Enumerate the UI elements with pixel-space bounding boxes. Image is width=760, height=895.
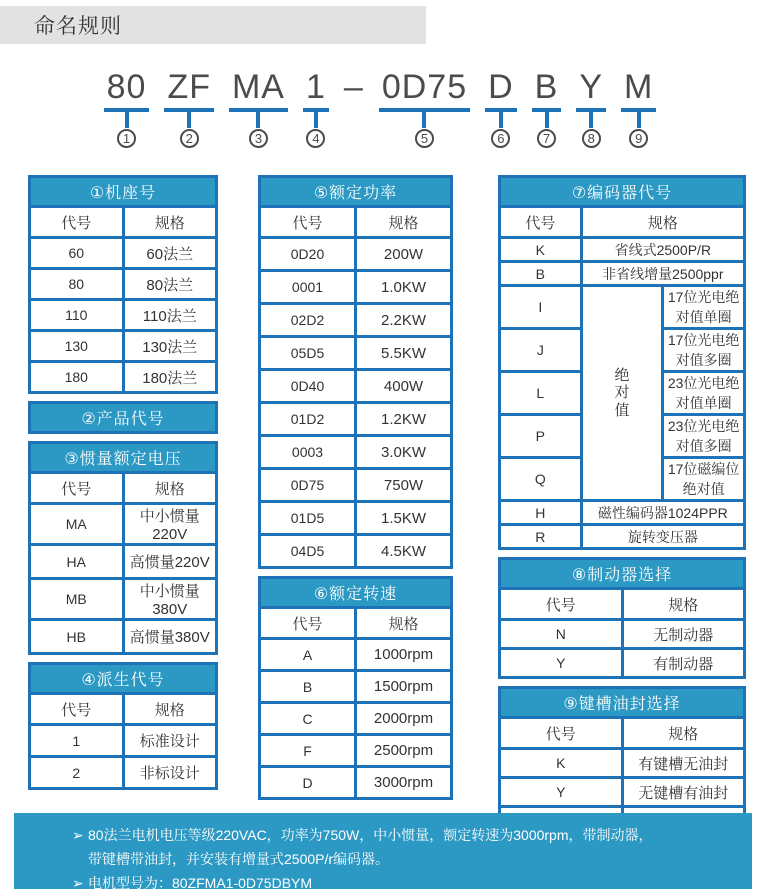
code-header: 代号 — [500, 718, 623, 749]
model-segment-text: 80 — [106, 68, 147, 106]
model-segment-text: Y — [579, 68, 604, 106]
code-cell: L — [500, 372, 582, 415]
code-cell: 130 — [30, 331, 124, 362]
note-line — [72, 847, 734, 871]
table-row — [260, 639, 452, 671]
section-band-row — [500, 688, 745, 718]
spec-cell: 2.2KW — [356, 304, 452, 337]
page-title: 命名规则 — [34, 15, 122, 38]
segment-connector-line — [589, 112, 593, 128]
code-cell: J — [500, 329, 582, 372]
section-voltage — [28, 441, 218, 655]
tables-column-middle — [258, 175, 453, 807]
model-segment — [576, 70, 606, 148]
code-cell: 0D20 — [260, 238, 356, 271]
table-row — [260, 469, 452, 502]
table-row — [260, 238, 452, 271]
spec-cell: 省线式2500P/R — [581, 238, 744, 262]
spec-header: 规格 — [622, 589, 745, 620]
table-row — [500, 238, 745, 262]
code-cell: 110 — [30, 300, 124, 331]
code-header: 代号 — [30, 694, 124, 725]
section-table-power — [258, 175, 453, 569]
table-row — [30, 725, 217, 757]
model-segment — [485, 70, 517, 148]
model-number-diagram — [0, 70, 760, 148]
code-cell: H — [500, 501, 582, 525]
spec-cell: 17位光电绝对值单圈 — [663, 286, 745, 329]
table-row — [260, 735, 452, 767]
section-title: ⑥额定转速 — [260, 578, 452, 608]
spec-header: 规格 — [581, 207, 744, 238]
spec-cell: 有制动器 — [622, 649, 745, 678]
table-row — [500, 525, 745, 549]
table-row — [30, 300, 217, 331]
model-segment — [621, 70, 656, 148]
code-cell: MA — [30, 504, 124, 545]
code-cell: 0D75 — [260, 469, 356, 502]
spec-cell: 中小惯量220V — [123, 504, 217, 545]
spec-cell: 高惯量220V — [123, 545, 217, 579]
code-cell: K — [500, 238, 582, 262]
table-row — [260, 535, 452, 568]
code-cell: 0D40 — [260, 370, 356, 403]
group-label-char: 对 — [614, 384, 630, 402]
code-header: 代号 — [500, 589, 623, 620]
code-cell: 1 — [30, 725, 124, 757]
model-segment — [164, 70, 214, 148]
table-row — [260, 767, 452, 799]
section-title: ④派生代号 — [30, 664, 217, 694]
section-band-row — [30, 664, 217, 694]
spec-cell: 非省线增量2500ppr — [581, 262, 744, 286]
segment-connector-line — [545, 112, 549, 128]
section-table-frame — [28, 175, 218, 394]
table-row — [500, 262, 745, 286]
section-power — [258, 175, 453, 569]
spec-cell: 5.5KW — [356, 337, 452, 370]
section-product — [28, 401, 218, 434]
table-row — [500, 286, 745, 329]
table-row — [260, 271, 452, 304]
note-line — [72, 871, 734, 895]
model-segment — [303, 70, 329, 148]
note-text: 80法兰电机电压等级220VAC，功率为750W，中小惯量，额定转速为3000rpm，带制动器， — [88, 827, 653, 843]
section-derive — [28, 662, 218, 790]
spec-cell: 23位光电绝对值单圈 — [663, 372, 745, 415]
group-label-char: 绝 — [614, 367, 630, 385]
segment-connector-line — [637, 112, 641, 128]
model-segment-text: B — [534, 68, 559, 106]
note-text: 带键槽带油封，并安装有增量式2500P/r编码器。 — [88, 851, 390, 868]
spec-cell: 旋转变压器 — [581, 525, 744, 549]
model-dash: – — [343, 68, 364, 106]
spec-cell: 1.2KW — [356, 403, 452, 436]
code-cell: Y — [500, 778, 623, 807]
section-band-row — [260, 177, 452, 207]
note-text: 电机型号为：80ZFMA1-0D75DBYM — [88, 875, 313, 892]
spec-cell: 2500rpm — [356, 735, 452, 767]
segment-number-badge: 2 — [180, 129, 199, 148]
table-row — [260, 703, 452, 735]
table-row — [260, 304, 452, 337]
section-speed — [258, 576, 453, 800]
note-bullet-icon: ➢ — [72, 875, 84, 892]
segment-number-badge: 3 — [249, 129, 268, 148]
code-cell: HA — [30, 545, 124, 579]
spec-cell: 3000rpm — [356, 767, 452, 799]
segment-connector-line — [256, 112, 260, 128]
spec-cell: 非标设计 — [123, 757, 217, 789]
spec-cell: 17位磁编位绝对值 — [663, 458, 745, 501]
section-title: ⑦编码器代号 — [500, 177, 745, 207]
example-note-band — [14, 813, 752, 892]
column-header-row — [500, 589, 745, 620]
section-brake — [498, 557, 746, 679]
segment-connector-line — [187, 112, 191, 128]
segment-number-badge: 5 — [415, 129, 434, 148]
code-cell: 0001 — [260, 271, 356, 304]
code-cell: 80 — [30, 269, 124, 300]
code-cell: 05D5 — [260, 337, 356, 370]
spec-cell: 180法兰 — [123, 362, 217, 393]
note-line — [72, 823, 734, 847]
table-row — [260, 671, 452, 703]
spec-cell: 1.0KW — [356, 271, 452, 304]
code-cell: N — [500, 620, 623, 649]
code-header: 代号 — [30, 207, 124, 238]
segment-connector-line — [499, 112, 503, 128]
section-title: ⑤额定功率 — [260, 177, 452, 207]
model-segment-text: D — [488, 68, 514, 106]
code-header: 代号 — [500, 207, 582, 238]
column-header-row — [30, 694, 217, 725]
column-header-row — [30, 473, 217, 504]
code-header: 代号 — [260, 207, 356, 238]
table-row — [30, 620, 217, 654]
code-cell: C — [260, 703, 356, 735]
segment-connector-line — [422, 112, 426, 128]
table-row — [260, 436, 452, 469]
table-row — [500, 649, 745, 678]
table-row — [30, 238, 217, 269]
section-table-brake — [498, 557, 746, 679]
section-title: ③惯量额定电压 — [30, 443, 217, 473]
model-segment — [229, 70, 288, 148]
spec-cell: 200W — [356, 238, 452, 271]
code-cell: A — [260, 639, 356, 671]
spec-cell: 750W — [356, 469, 452, 502]
model-segment-text: MA — [231, 68, 285, 106]
model-segment — [379, 70, 470, 148]
model-segment-text: M — [624, 68, 654, 106]
section-frame — [28, 175, 218, 394]
page-title-band — [0, 6, 426, 44]
note-bullet-icon: ➢ — [72, 827, 84, 843]
table-row — [260, 403, 452, 436]
section-table-derive — [28, 662, 218, 790]
code-cell: B — [500, 262, 582, 286]
segment-number-badge: 1 — [117, 129, 136, 148]
group-label-cell — [581, 286, 663, 501]
model-dash-segment — [344, 70, 364, 104]
table-row — [30, 362, 217, 393]
spec-cell: 400W — [356, 370, 452, 403]
table-row — [260, 502, 452, 535]
table-row — [30, 579, 217, 620]
section-table-voltage — [28, 441, 218, 655]
code-cell: Q — [500, 458, 582, 501]
model-segment — [104, 70, 150, 148]
table-row — [500, 620, 745, 649]
segment-number-badge: 6 — [491, 129, 510, 148]
segment-number-badge: 9 — [629, 129, 648, 148]
spec-cell: 130法兰 — [123, 331, 217, 362]
section-band-row — [260, 578, 452, 608]
spec-header: 规格 — [123, 694, 217, 725]
model-segment-text: ZF — [167, 68, 211, 106]
code-cell: 04D5 — [260, 535, 356, 568]
spec-cell: 无制动器 — [622, 620, 745, 649]
spec-cell: 60法兰 — [123, 238, 217, 269]
column-header-row — [260, 207, 452, 238]
spec-cell: 1000rpm — [356, 639, 452, 671]
segment-number-badge: 8 — [582, 129, 601, 148]
column-header-row — [500, 718, 745, 749]
table-row — [30, 504, 217, 545]
code-cell: Y — [500, 649, 623, 678]
section-title: ⑧制动器选择 — [500, 559, 745, 589]
spec-cell: 高惯量380V — [123, 620, 217, 654]
spec-cell: 4.5KW — [356, 535, 452, 568]
section-title: ②产品代号 — [30, 403, 217, 433]
code-cell: 0003 — [260, 436, 356, 469]
spec-cell: 3.0KW — [356, 436, 452, 469]
column-header-row — [260, 608, 452, 639]
code-header: 代号 — [30, 473, 124, 504]
segment-number-badge: 4 — [306, 129, 325, 148]
code-cell: B — [260, 671, 356, 703]
model-segment — [532, 70, 562, 148]
spec-cell: 1500rpm — [356, 671, 452, 703]
code-cell: 180 — [30, 362, 124, 393]
spec-cell: 标准设计 — [123, 725, 217, 757]
segment-connector-line — [125, 112, 129, 128]
table-row — [30, 545, 217, 579]
section-table-speed — [258, 576, 453, 800]
spec-header: 规格 — [622, 718, 745, 749]
spec-header: 规格 — [123, 473, 217, 504]
section-band-row — [500, 177, 745, 207]
spec-header: 规格 — [356, 207, 452, 238]
section-table-product — [28, 401, 218, 434]
code-cell: D — [260, 767, 356, 799]
section-title: ①机座号 — [30, 177, 217, 207]
spec-cell: 80法兰 — [123, 269, 217, 300]
spec-cell: 无键槽有油封 — [622, 778, 745, 807]
spec-header: 规格 — [356, 608, 452, 639]
model-segment-text: 1 — [305, 68, 326, 106]
segment-connector-line — [314, 112, 318, 128]
code-cell: K — [500, 749, 623, 778]
group-label-char: 值 — [614, 401, 630, 419]
code-cell: 02D2 — [260, 304, 356, 337]
spec-cell: 1.5KW — [356, 502, 452, 535]
section-band-row — [30, 403, 217, 433]
table-row — [500, 749, 745, 778]
section-band-row — [30, 443, 217, 473]
model-segment-text: 0D75 — [381, 68, 468, 106]
code-cell: MB — [30, 579, 124, 620]
code-cell: P — [500, 415, 582, 458]
table-row — [500, 501, 745, 525]
spec-cell: 23位光电绝对值多圈 — [663, 415, 745, 458]
table-row — [260, 370, 452, 403]
spec-cell: 2000rpm — [356, 703, 452, 735]
code-header: 代号 — [260, 608, 356, 639]
spec-cell: 有键槽无油封 — [622, 749, 745, 778]
code-cell: I — [500, 286, 582, 329]
tables-column-right — [498, 175, 746, 844]
section-title: ⑨键槽油封选择 — [500, 688, 745, 718]
spec-cell: 中小惯量380V — [123, 579, 217, 620]
section-encoder — [498, 175, 746, 550]
code-cell: HB — [30, 620, 124, 654]
column-header-row — [500, 207, 745, 238]
spec-cell: 110法兰 — [123, 300, 217, 331]
table-row — [30, 269, 217, 300]
code-cell: R — [500, 525, 582, 549]
spec-cell: 17位光电绝对值多圈 — [663, 329, 745, 372]
section-band-row — [30, 177, 217, 207]
table-row — [30, 331, 217, 362]
section-table-encoder — [498, 175, 746, 550]
spec-header: 规格 — [123, 207, 217, 238]
table-row — [500, 778, 745, 807]
section-band-row — [500, 559, 745, 589]
segment-number-badge: 7 — [537, 129, 556, 148]
code-cell: 60 — [30, 238, 124, 269]
tables-column-left — [28, 175, 218, 797]
column-header-row — [30, 207, 217, 238]
table-row — [260, 337, 452, 370]
table-row — [30, 757, 217, 789]
spec-cell: 磁性编码器1024PPR — [581, 501, 744, 525]
code-cell: 01D2 — [260, 403, 356, 436]
code-cell: 01D5 — [260, 502, 356, 535]
code-cell: 2 — [30, 757, 124, 789]
code-cell: F — [260, 735, 356, 767]
